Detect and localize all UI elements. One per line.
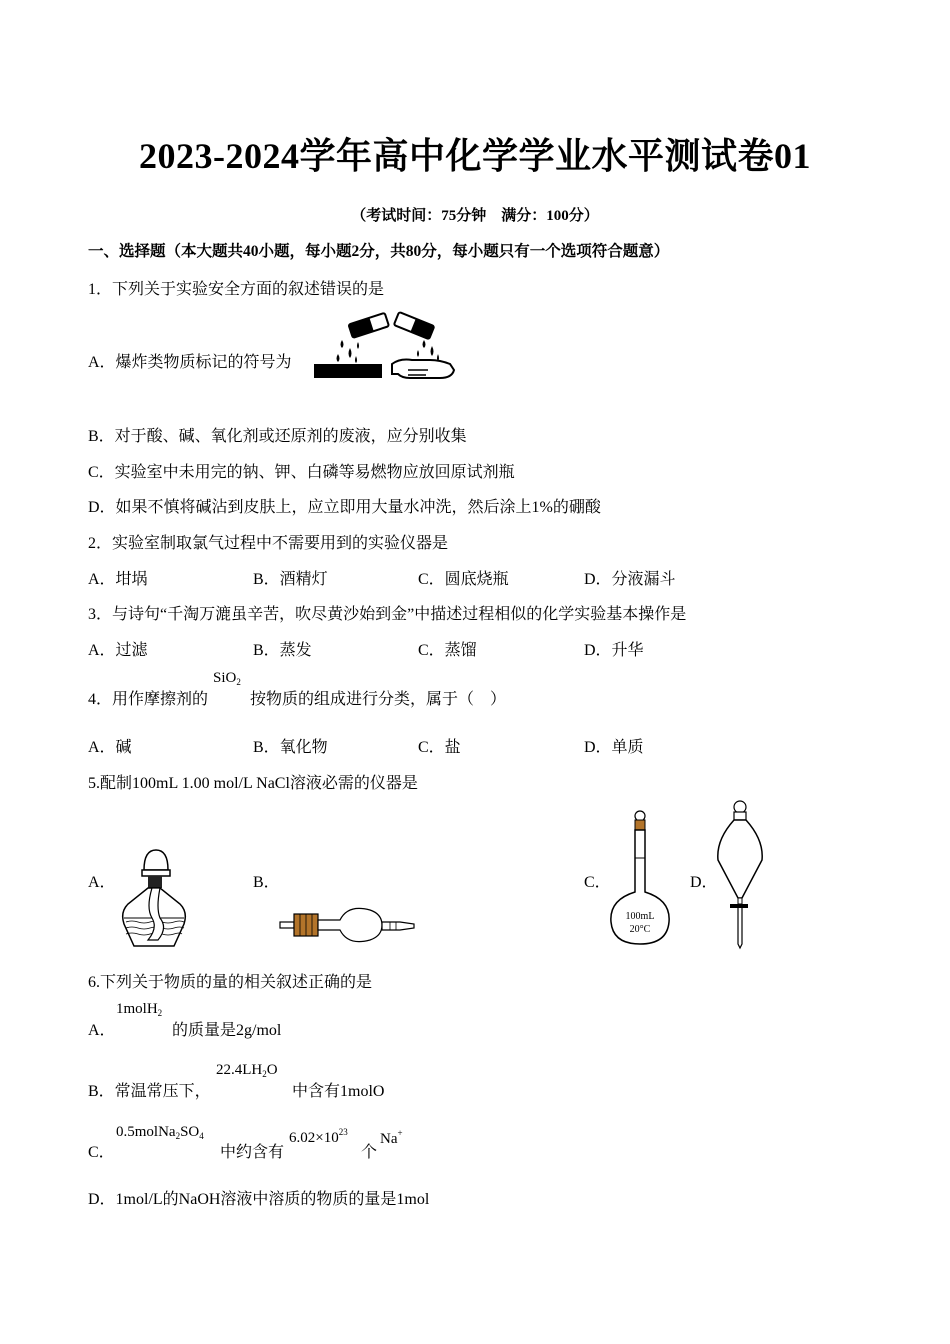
q4-option-d[interactable]: D．单质 <box>584 739 644 756</box>
corrosive-hazard-icon <box>312 314 457 384</box>
page-title: 2023-2024学年高中化学学业水平测试卷01 <box>139 136 811 176</box>
q1-option-b[interactable]: B．对于酸、碱、氧化剂或还原剂的废液，应分别收集 <box>88 428 467 445</box>
q6-b-formula-tail: O <box>266 1062 278 1078</box>
q4-stem-prefix: 4．用作摩擦剂的 <box>88 691 209 708</box>
flask-volume-label: 100mL <box>625 911 655 922</box>
q4-formula <box>213 670 241 687</box>
q6-option-c-number <box>289 1127 348 1147</box>
alcohol-lamp-icon <box>112 846 194 948</box>
q4-formula-main: SiO <box>213 670 237 686</box>
q6-stem: 6.下列关于物质的量的相关叙述正确的是 <box>88 974 373 991</box>
q4-option-c[interactable]: C．盐 <box>418 739 461 756</box>
q4-stem-suffix: 按物质的组成进行分类，属于（ ） <box>250 691 507 708</box>
flask-temp-label: 20°C <box>629 924 651 935</box>
exam-info: （考试时间：75分钟 满分：100分） <box>351 208 599 224</box>
q3-option-c[interactable]: C．蒸馏 <box>418 642 477 659</box>
q5-stem: 5.配制100mL 1.00 mol/L NaCl溶液必需的仪器是 <box>88 775 418 792</box>
q6-c-formula-sub2: 4 <box>199 1131 204 1141</box>
q6-a-formula-main: 1molH <box>116 1001 158 1017</box>
volumetric-flask-icon <box>608 808 672 946</box>
q1-option-a[interactable]: A．爆炸类物质标记的符号为 <box>88 354 292 371</box>
q6-option-d[interactable]: D．1mol/L的NaOH溶液中溶质的物质的量是1mol <box>88 1191 430 1208</box>
q6-a-formula-sub: 2 <box>157 1008 163 1018</box>
q3-option-b[interactable]: B．蒸发 <box>253 642 312 659</box>
q3-option-a[interactable]: A．过滤 <box>88 642 148 659</box>
q2-option-b[interactable]: B．酒精灯 <box>253 571 328 588</box>
q6-b-formula-main: 22.4LH <box>216 1062 263 1078</box>
q6-option-c-mid: 中约含有 <box>220 1144 285 1161</box>
q6-option-b-text: 中含有1molO <box>292 1083 385 1100</box>
q3-stem: 3．与诗句“千淘万漉虽辛苦，吹尽黄沙始到金”中描述过程相似的化学实验基本操作是 <box>88 606 687 623</box>
q1-option-d[interactable]: D．如果不慎将碱沾到皮肤上，应立即用大量水冲洗，然后涂上1%的硼酸 <box>88 499 601 516</box>
q6-c-formula-main: 0.5molNa <box>116 1124 176 1140</box>
q2-option-c[interactable]: C．圆底烧瓶 <box>418 571 509 588</box>
q2-option-a[interactable]: A．坩埚 <box>88 571 148 588</box>
q6-option-c-unit: 个 <box>361 1144 378 1161</box>
q5-option-b[interactable]: B． <box>253 874 280 891</box>
q5-option-d[interactable]: D． <box>690 874 718 891</box>
separatory-funnel-icon <box>714 800 766 948</box>
q4-option-b[interactable]: B．氧化物 <box>253 739 328 756</box>
q5-option-c[interactable]: C． <box>584 874 611 891</box>
q5-option-a[interactable]: A． <box>88 874 116 891</box>
q6-b-formula-sub: 2 <box>262 1069 267 1079</box>
q6-c-ion-charge: + <box>397 1128 403 1138</box>
q6-option-a-label[interactable]: A． <box>88 1022 116 1039</box>
q1-option-c[interactable]: C．实验室中未用完的钠、钾、白磷等易燃物应放回原试剂瓶 <box>88 464 515 481</box>
q6-option-c-formula <box>116 1124 204 1141</box>
q6-c-number-main: 6.02×10 <box>289 1130 339 1146</box>
q3-option-d[interactable]: D．升华 <box>584 642 644 659</box>
q6-c-formula-mid: SO <box>180 1124 200 1140</box>
q2-option-d[interactable]: D．分液漏斗 <box>584 571 676 588</box>
q6-option-a-text: 的质量是2g/mol <box>172 1022 282 1039</box>
q4-option-a[interactable]: A．碱 <box>88 739 132 756</box>
q4-formula-sub: 2 <box>236 677 241 687</box>
q6-c-ion-main: Na <box>380 1131 398 1147</box>
q6-c-formula-sub1: 2 <box>175 1131 181 1141</box>
section-heading: 一、选择题（本大题共40小题，每小题2分，共80分，每小题只有一个选项符合题意） <box>88 243 670 260</box>
q6-option-c-ion <box>380 1128 403 1148</box>
q1-stem: 1．下列关于实验安全方面的叙述错误的是 <box>88 281 385 298</box>
q6-option-a-formula <box>116 1001 162 1018</box>
q6-option-b-label[interactable]: B．常温常压下， <box>88 1083 211 1100</box>
q6-option-c-label[interactable]: C． <box>88 1144 115 1161</box>
q6-option-b-formula <box>216 1062 278 1079</box>
q2-stem: 2．实验室制取氯气过程中不需要用到的实验仪器是 <box>88 535 449 552</box>
q6-c-number-exp: 23 <box>338 1127 348 1137</box>
drying-tube-icon <box>280 904 420 948</box>
